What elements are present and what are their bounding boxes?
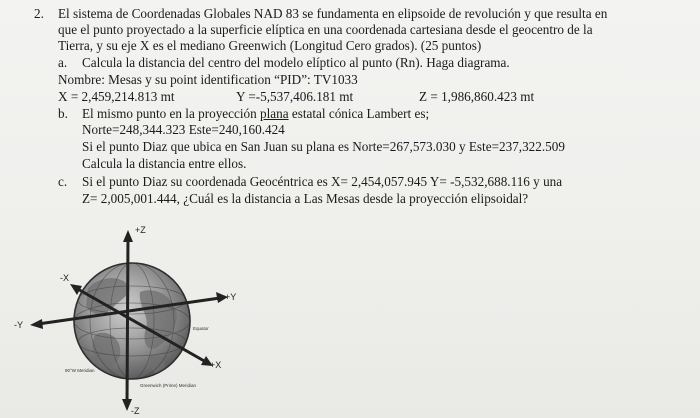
underlined-word: plana <box>260 106 289 121</box>
label-minus-y: -Y <box>14 320 23 330</box>
part-a-name-line: Nombre: Mesas y su point identification “PID”: TV1033 <box>58 72 358 87</box>
label-plus-x: +X <box>210 360 222 370</box>
problem-number: 2. <box>34 6 44 21</box>
label-equator: Equator <box>193 326 209 331</box>
label-minus-x: -X <box>60 273 69 283</box>
coord-y: Y =-5,537,406.181 mt <box>236 89 354 104</box>
part-a-label: a. <box>58 55 68 70</box>
part-c-line-1: Si el punto Diaz su coordenada Geocéntrica es X= 2,454,057.945 Y= -5,532,688.116 y una <box>82 174 563 189</box>
part-c-line-2: Z= 2,005,001.444, ¿Cuál es la distancia a Las Mesas desde la proyección elipsoidal? <box>82 191 529 206</box>
label-greenwich-meridian: Greenwich (Prime) Meridian <box>140 383 197 388</box>
part-b-line-1: El mismo punto en la proyección plana estatal cónica Lambert es; <box>82 106 430 121</box>
label-90w-meridian: 90°W Meridian <box>65 368 95 373</box>
coord-z: Z = 1,986,860.423 mt <box>419 89 535 104</box>
intro-line-1: El sistema de Coordenadas Globales NAD 83 se fundamenta en elipsoide de revolución y que resulta en <box>58 6 608 21</box>
coord-x: X = 2,459,214.813 mt <box>58 89 175 104</box>
part-b-line-2: Norte=248,344.323 Este=240,160.424 <box>82 122 285 137</box>
label-plus-y: +Y <box>225 292 237 302</box>
part-c-label: c. <box>58 174 68 189</box>
label-minus-z: -Z <box>131 406 140 416</box>
intro-line-3: Tierra, y su eje X es el mediano Greenwich (Longitud Cero grados). (25 puntos) <box>58 38 482 53</box>
part-b-line-4: Calcula la distancia entre ellos. <box>82 156 247 171</box>
label-plus-z: +Z <box>135 225 146 235</box>
intro-line-2: que el punto proyectado a la superficie elíptica en una coordenada cartesiana desde el geocentro de la <box>58 22 593 37</box>
part-b-line-3: Si el punto Diaz que ubica en San Juan su plana es Norte=267,573.030 y Este=237,322.509 <box>82 139 565 154</box>
part-a-question: Calcula la distancia del centro del modelo elíptico al punto (Rn). Haga diagrama. <box>82 55 510 70</box>
part-b-label: b. <box>58 106 68 121</box>
